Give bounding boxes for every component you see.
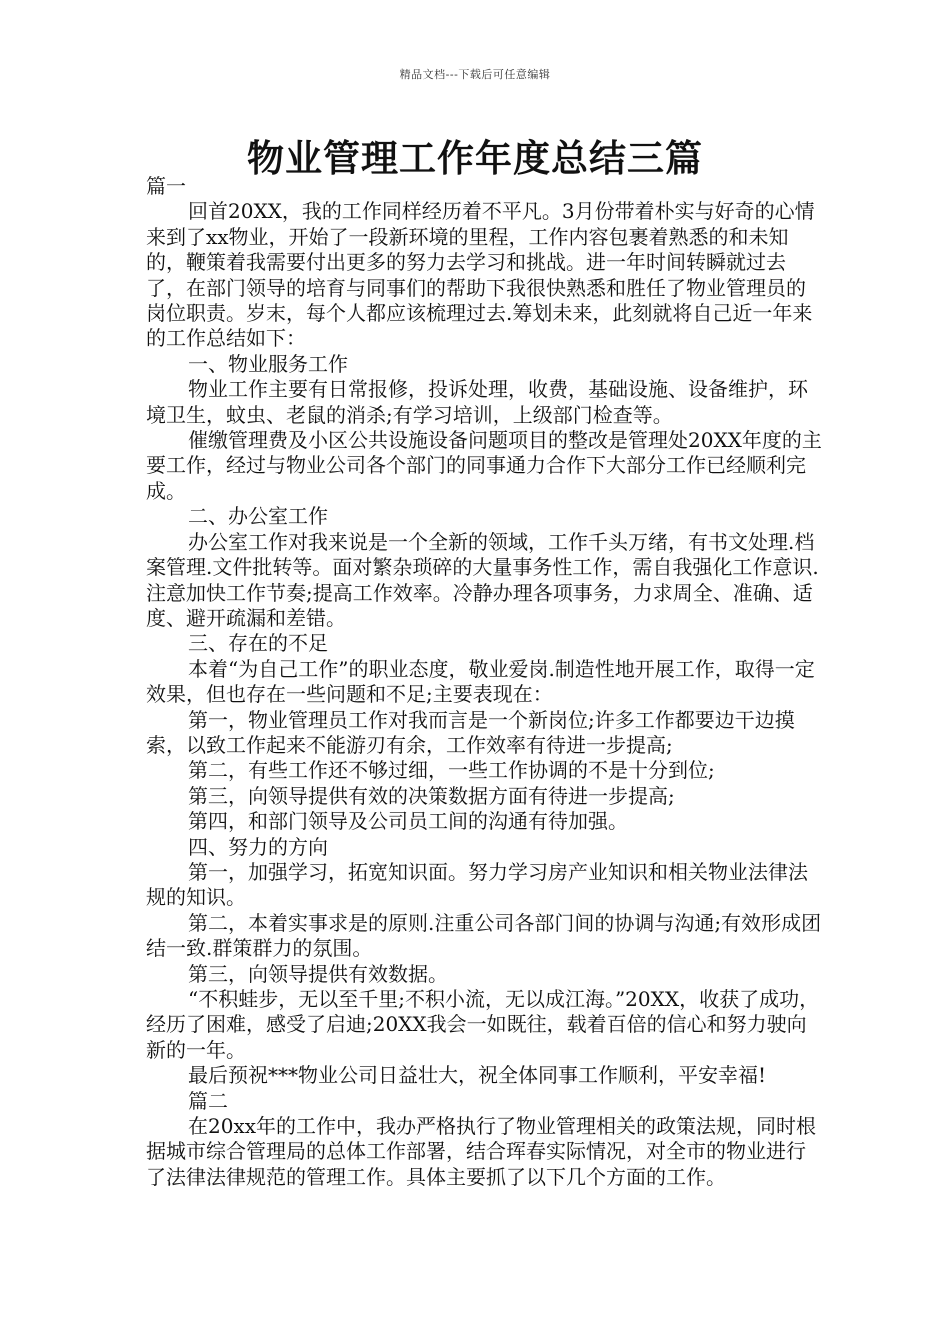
paragraph: 物业工作主要有日常报修，投诉处理，收费，基础设施、设备维护，环境卫生，蚊虫、老鼠的消杀;有学习培训，上级部门检查等。 bbox=[146, 377, 808, 427]
section-heading: 四、努力的方向 bbox=[188, 834, 328, 859]
paragraph: 在20xx年的工作中，我办严格执行了物业管理相关的政策法规，同时根据城市综合管理局的总体工作部署，结合珲春实际情况，对全市的物业进行了法律法律规范的管理工作。具体主要抓了以下几个方面的工作。 bbox=[146, 1114, 817, 1189]
paragraph: 本着“为自己工作”的职业态度，敬业爱岗.制造性地开展工作，取得一定效果，但也存在一些问题和不足;主要表现在： bbox=[146, 656, 815, 707]
paragraph: “不积蛙步，无以至千里;不积小流，无以成江海。”20XX，收获了成功，经历了困难，感受了启迪;20XX我会一如既往，载着百倍的信心和努力驶向新的一年。 bbox=[146, 987, 820, 1062]
paragraph: 第二，有些工作还不够过细，一些工作协调的不是十分到位; bbox=[188, 758, 715, 783]
paragraph: 第三，向领导提供有效的决策数据方面有待进一步提高; bbox=[188, 783, 675, 808]
document-title: 物业管理工作年度总结三篇 bbox=[247, 136, 703, 180]
section-heading: 一、物业服务工作 bbox=[188, 351, 348, 376]
paragraph: 第一，加强学习，拓宽知识面。努力学习房产业知识和相关物业法律法规的知识。 bbox=[146, 859, 808, 910]
paragraph: 第二，本着实事求是的原则.注重公司各部门间的协调与沟通;有效形成团结一致.群策群力的氛围。 bbox=[146, 910, 822, 961]
paragraph: 篇一 bbox=[146, 174, 186, 198]
document-body bbox=[146, 174, 824, 1190]
paragraph: 办公室工作对我来说是一个全新的领域，工作千头万绪，有书文处理.档案管理.文件批转等。面对繁杂琐碎的大量事务性工作，需自我强化工作意识.注意加快工作节奏;提高工作效率。冷静办理各项事务，力求周全、准确、适度、避开疏漏和差错。 bbox=[146, 529, 819, 630]
section-heading: 三、存在的不足 bbox=[188, 631, 328, 656]
paragraph: 催缴管理费及小区公共设施设备问题项目的整改是管理处20XX年度的主要工作，经过与物业公司各个部门的同事通力合作下大部分工作已经顺利完成。 bbox=[146, 428, 822, 503]
section-heading: 二、办公室工作 bbox=[188, 504, 328, 529]
paragraph: 最后预祝***物业公司日益壮大，祝全体同事工作顺利，平安幸福! bbox=[188, 1063, 767, 1088]
paragraph: 第三，向领导提供有效数据。 bbox=[188, 961, 448, 986]
paragraph: 回首20XX，我的工作同样经历着不平凡。3月份带着朴实与好奇的心情来到了xx物业，开始了一段新环境的里程，工作内容包裹着熟悉的和未知的，鞭策着我需要付出更多的努力去学习和挑战。进一年时间转瞬就过去了，在部门领导的培育与同事们的帮助下我很快熟悉和胜任了物业管理员的岗位职责。岁末，每个人都应该梳理过去.筹划未来，此刻就将自己近一年来的工作总结如下： bbox=[146, 199, 815, 351]
paragraph: 第一，物业管理员工作对我而言是一个新岗位;许多工作都要边干边摸索，以致工作起来不能游刃有余，工作效率有待进一步提高; bbox=[146, 707, 795, 757]
paragraph: 第四，和部门领导及公司员工间的沟通有待加强。 bbox=[188, 809, 628, 834]
page-header: 精品文档---下载后可任意编辑 bbox=[399, 68, 551, 81]
section-heading: 篇二 bbox=[188, 1088, 228, 1113]
